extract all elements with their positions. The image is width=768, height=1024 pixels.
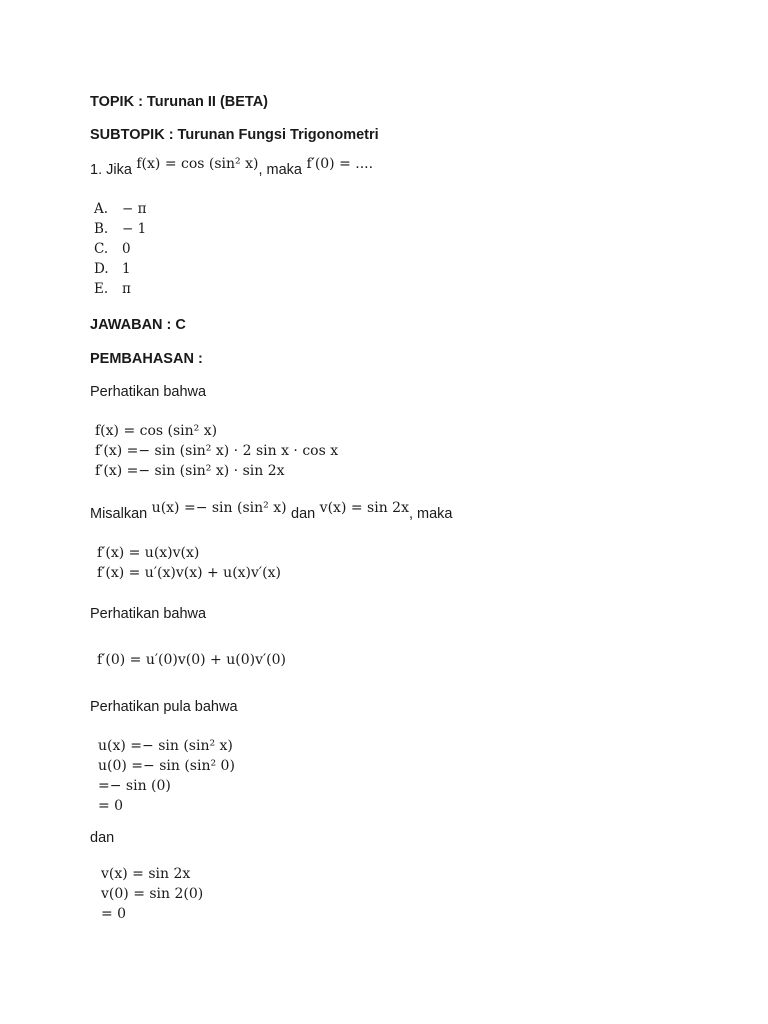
misalkan-line: [90, 500, 453, 523]
option-e: E. π: [94, 281, 131, 297]
subtopic-heading: SUBTOPIK : Turunan Fungsi Trigonometri: [90, 127, 379, 143]
u-definition: u(x) =− sin (sin² x): [151, 500, 287, 516]
question-maka: , maka: [258, 162, 302, 178]
derivation-block-3: f′(0) = u′(0)v(0) + u(0)v′(0): [97, 652, 286, 668]
maka-word: , maka: [408, 506, 453, 522]
note-perhatikan-pula: Perhatikan pula bahwa: [90, 699, 238, 715]
derivation-line: f′(x) =− sin (sin² x) · 2 sin x · cos x: [95, 443, 339, 459]
derivation-line: v(0) = sin 2(0): [101, 886, 204, 902]
derivation-line: = 0: [98, 798, 124, 814]
question-ask: f′(0) = ....: [306, 156, 374, 172]
options-list: [94, 201, 146, 301]
misalkan-word: Misalkan: [90, 506, 148, 522]
option-b: B. − 1: [94, 221, 147, 237]
derivation-block-4: [98, 736, 235, 816]
option-a: A. − π: [94, 201, 147, 217]
dan-word: dan: [291, 506, 316, 522]
derivation-block-2: [97, 543, 281, 583]
question-line: [90, 156, 374, 179]
derivation-line: u(0) =− sin (sin² 0): [98, 758, 235, 774]
derivation-line: u(x) =− sin (sin² x): [98, 738, 233, 754]
note-perhatikan-1: Perhatikan bahwa: [90, 384, 207, 400]
derivation-line: v(x) = sin 2x: [101, 866, 191, 882]
derivation-block-1: [95, 421, 338, 481]
note-perhatikan-2: Perhatikan bahwa: [90, 606, 207, 622]
topic-heading: TOPIK : Turunan II (BETA): [90, 94, 269, 110]
v-definition: v(x) = sin 2x: [319, 500, 409, 516]
derivation-line: f′(x) = u′(x)v(x) + u(x)v′(x): [97, 565, 281, 581]
derivation-line: f′(x) = u(x)v(x): [97, 545, 200, 561]
derivation-line: = 0: [101, 906, 127, 922]
derivation-line: =− sin (0): [98, 778, 171, 794]
derivation-line: f(x) = cos (sin² x): [95, 423, 218, 439]
discussion-title: PEMBAHASAN :: [90, 351, 203, 367]
option-d: D. 1: [94, 261, 131, 277]
dan-connector: dan: [90, 830, 115, 846]
question-function: f(x) = cos (sin² x): [136, 156, 259, 172]
question-number: 1. Jika: [90, 162, 132, 178]
option-c: C. 0: [94, 241, 131, 257]
derivation-line: f′(x) =− sin (sin² x) · sin 2x: [95, 463, 285, 479]
answer-line: JAWABAN : C: [90, 317, 186, 333]
derivation-block-5: [101, 864, 203, 924]
